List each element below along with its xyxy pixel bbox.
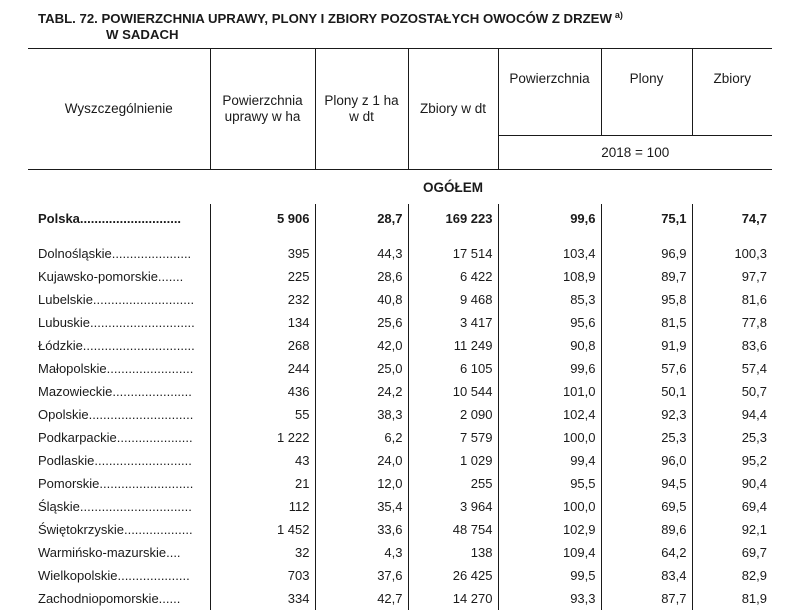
table-row: [28, 242, 772, 265]
cell-yield: 42,7: [315, 587, 408, 610]
cell-index-yield: 94,5: [601, 472, 692, 495]
cell-harvest: 3 964: [408, 495, 498, 518]
table-row: [28, 357, 772, 380]
row-name: Łódzkie...............................: [28, 334, 210, 357]
cell-area: 703: [210, 564, 315, 587]
cell-index-area: 95,6: [498, 311, 601, 334]
cell-area: 268: [210, 334, 315, 357]
cell-index-area: 85,3: [498, 288, 601, 311]
cell-index-harvest: 57,4: [692, 357, 772, 380]
cell-index-harvest: 69,4: [692, 495, 772, 518]
row-name: Lubuskie.............................: [28, 311, 210, 334]
cell-index-area: 95,5: [498, 472, 601, 495]
cell-index-yield: 81,5: [601, 311, 692, 334]
cell-index-yield: 91,9: [601, 334, 692, 357]
title-footnote-marker: a): [615, 10, 623, 20]
cell-yield: 28,7: [315, 204, 408, 232]
cell-area: 225: [210, 265, 315, 288]
cell-index-yield: 87,7: [601, 587, 692, 610]
cell-index-area: 93,3: [498, 587, 601, 610]
row-name: Lubelskie............................: [28, 288, 210, 311]
cell-area: 436: [210, 380, 315, 403]
cell-index-area: 90,8: [498, 334, 601, 357]
table-title-line2: W SADACH: [38, 27, 778, 43]
cell-index-yield: 89,6: [601, 518, 692, 541]
row-name: Zachodniopomorskie......: [28, 587, 210, 610]
cell-harvest: 169 223: [408, 204, 498, 232]
cell-yield: 44,3: [315, 242, 408, 265]
table-title: [38, 11, 778, 43]
cell-yield: 28,6: [315, 265, 408, 288]
cell-index-harvest: 90,4: [692, 472, 772, 495]
row-name: Pomorskie..........................: [28, 472, 210, 495]
cell-area: 1 222: [210, 426, 315, 449]
statistics-table: [28, 48, 772, 610]
cell-index-area: 100,0: [498, 495, 601, 518]
table-row: [28, 311, 772, 334]
cell-yield: 24,2: [315, 380, 408, 403]
cell-harvest: 3 417: [408, 311, 498, 334]
table-row: [28, 472, 772, 495]
cell-area: 1 452: [210, 518, 315, 541]
table-row: [28, 288, 772, 311]
cell-index-area: 102,4: [498, 403, 601, 426]
table-row: [28, 564, 772, 587]
cell-yield: 6,2: [315, 426, 408, 449]
table-row: [28, 587, 772, 610]
cell-index-area: 99,6: [498, 357, 601, 380]
row-name: Małopolskie........................: [28, 357, 210, 380]
row-name: Dolnośląskie......................: [28, 242, 210, 265]
table-row: [28, 518, 772, 541]
cell-area: 32: [210, 541, 315, 564]
cell-index-area: 109,4: [498, 541, 601, 564]
table-header: [28, 49, 772, 170]
cell-yield: 12,0: [315, 472, 408, 495]
table-row: [28, 265, 772, 288]
cell-harvest: 1 029: [408, 449, 498, 472]
cell-index-yield: 50,1: [601, 380, 692, 403]
table-row: [28, 541, 772, 564]
cell-yield: 4,3: [315, 541, 408, 564]
cell-harvest: 138: [408, 541, 498, 564]
cell-index-area: 99,4: [498, 449, 601, 472]
cell-harvest: 6 105: [408, 357, 498, 380]
row-name: Warmińsko-mazurskie....: [28, 541, 210, 564]
cell-area: 43: [210, 449, 315, 472]
cell-yield: 33,6: [315, 518, 408, 541]
row-name: Podkarpackie.....................: [28, 426, 210, 449]
cell-yield: 42,0: [315, 334, 408, 357]
table-row: [28, 426, 772, 449]
cell-area: 134: [210, 311, 315, 334]
cell-index-harvest: 82,9: [692, 564, 772, 587]
cell-index-area: 108,9: [498, 265, 601, 288]
cell-index-harvest: 50,7: [692, 380, 772, 403]
cell-index-yield: 75,1: [601, 204, 692, 232]
cell-area: 232: [210, 288, 315, 311]
cell-yield: 25,6: [315, 311, 408, 334]
cell-area: 55: [210, 403, 315, 426]
row-name: Opolskie.............................: [28, 403, 210, 426]
cell-area: 244: [210, 357, 315, 380]
cell-index-harvest: 83,6: [692, 334, 772, 357]
cell-index-yield: 69,5: [601, 495, 692, 518]
cell-area: 334: [210, 587, 315, 610]
cell-area: 112: [210, 495, 315, 518]
cell-index-yield: 57,6: [601, 357, 692, 380]
cell-area: 21: [210, 472, 315, 495]
cell-index-area: 101,0: [498, 380, 601, 403]
row-name: Świętokrzyskie...................: [28, 518, 210, 541]
table-row: [28, 403, 772, 426]
cell-index-harvest: 25,3: [692, 426, 772, 449]
cell-area: 5 906: [210, 204, 315, 232]
cell-yield: 38,3: [315, 403, 408, 426]
cell-index-yield: 25,3: [601, 426, 692, 449]
row-name: Polska............................: [28, 204, 210, 232]
cell-harvest: 2 090: [408, 403, 498, 426]
row-name: Wielkopolskie....................: [28, 564, 210, 587]
cell-yield: 37,6: [315, 564, 408, 587]
cell-harvest: 11 249: [408, 334, 498, 357]
cell-harvest: 9 468: [408, 288, 498, 311]
table-row: [28, 380, 772, 403]
row-name: Podlaskie...........................: [28, 449, 210, 472]
cell-index-harvest: 100,3: [692, 242, 772, 265]
cell-area: 395: [210, 242, 315, 265]
table-row-total: [28, 204, 772, 232]
cell-harvest: 7 579: [408, 426, 498, 449]
header-index-yield: Plony: [601, 49, 692, 136]
cell-index-area: 99,5: [498, 564, 601, 587]
header-index-harvest: Zbiory: [692, 49, 772, 136]
cell-yield: 24,0: [315, 449, 408, 472]
row-name: Mazowieckie......................: [28, 380, 210, 403]
table-body: [28, 170, 772, 610]
cell-index-area: 100,0: [498, 426, 601, 449]
section-row: [28, 170, 772, 205]
row-name: Śląskie...............................: [28, 495, 210, 518]
cell-harvest: 26 425: [408, 564, 498, 587]
cell-index-area: 102,9: [498, 518, 601, 541]
table-row: [28, 334, 772, 357]
header-index-base: 2018 = 100: [498, 136, 772, 170]
cell-yield: 35,4: [315, 495, 408, 518]
cell-harvest: 48 754: [408, 518, 498, 541]
cell-index-harvest: 94,4: [692, 403, 772, 426]
cell-harvest: 10 544: [408, 380, 498, 403]
table-row: [28, 495, 772, 518]
table-row: [28, 449, 772, 472]
header-yield: Plony z 1 ha w dt: [315, 49, 408, 170]
cell-harvest: 6 422: [408, 265, 498, 288]
cell-harvest: 17 514: [408, 242, 498, 265]
cell-index-yield: 92,3: [601, 403, 692, 426]
cell-index-yield: 64,2: [601, 541, 692, 564]
cell-index-harvest: 81,6: [692, 288, 772, 311]
cell-index-yield: 89,7: [601, 265, 692, 288]
header-area: Powierzchnia uprawy w ha: [210, 49, 315, 170]
cell-index-harvest: 97,7: [692, 265, 772, 288]
cell-index-yield: 95,8: [601, 288, 692, 311]
cell-index-area: 103,4: [498, 242, 601, 265]
cell-yield: 40,8: [315, 288, 408, 311]
section-label: OGÓŁEM: [408, 170, 498, 205]
cell-index-harvest: 74,7: [692, 204, 772, 232]
cell-index-harvest: 77,8: [692, 311, 772, 334]
cell-index-yield: 83,4: [601, 564, 692, 587]
header-index-area: Powierzchnia: [498, 49, 601, 136]
cell-harvest: 255: [408, 472, 498, 495]
header-harvest: Zbiory w dt: [408, 49, 498, 170]
cell-index-area: 99,6: [498, 204, 601, 232]
cell-index-harvest: 95,2: [692, 449, 772, 472]
cell-harvest: 14 270: [408, 587, 498, 610]
cell-index-harvest: 92,1: [692, 518, 772, 541]
cell-index-harvest: 81,9: [692, 587, 772, 610]
cell-index-harvest: 69,7: [692, 541, 772, 564]
header-specification: Wyszczególnienie: [28, 49, 210, 170]
cell-index-yield: 96,9: [601, 242, 692, 265]
cell-index-yield: 96,0: [601, 449, 692, 472]
cell-yield: 25,0: [315, 357, 408, 380]
row-name: Kujawsko-pomorskie.......: [28, 265, 210, 288]
table-title-line1: TABL. 72. POWIERZCHNIA UPRAWY, PLONY I ZBIORY POZOSTAŁYCH OWOCÓW Z DRZEW: [38, 11, 612, 26]
